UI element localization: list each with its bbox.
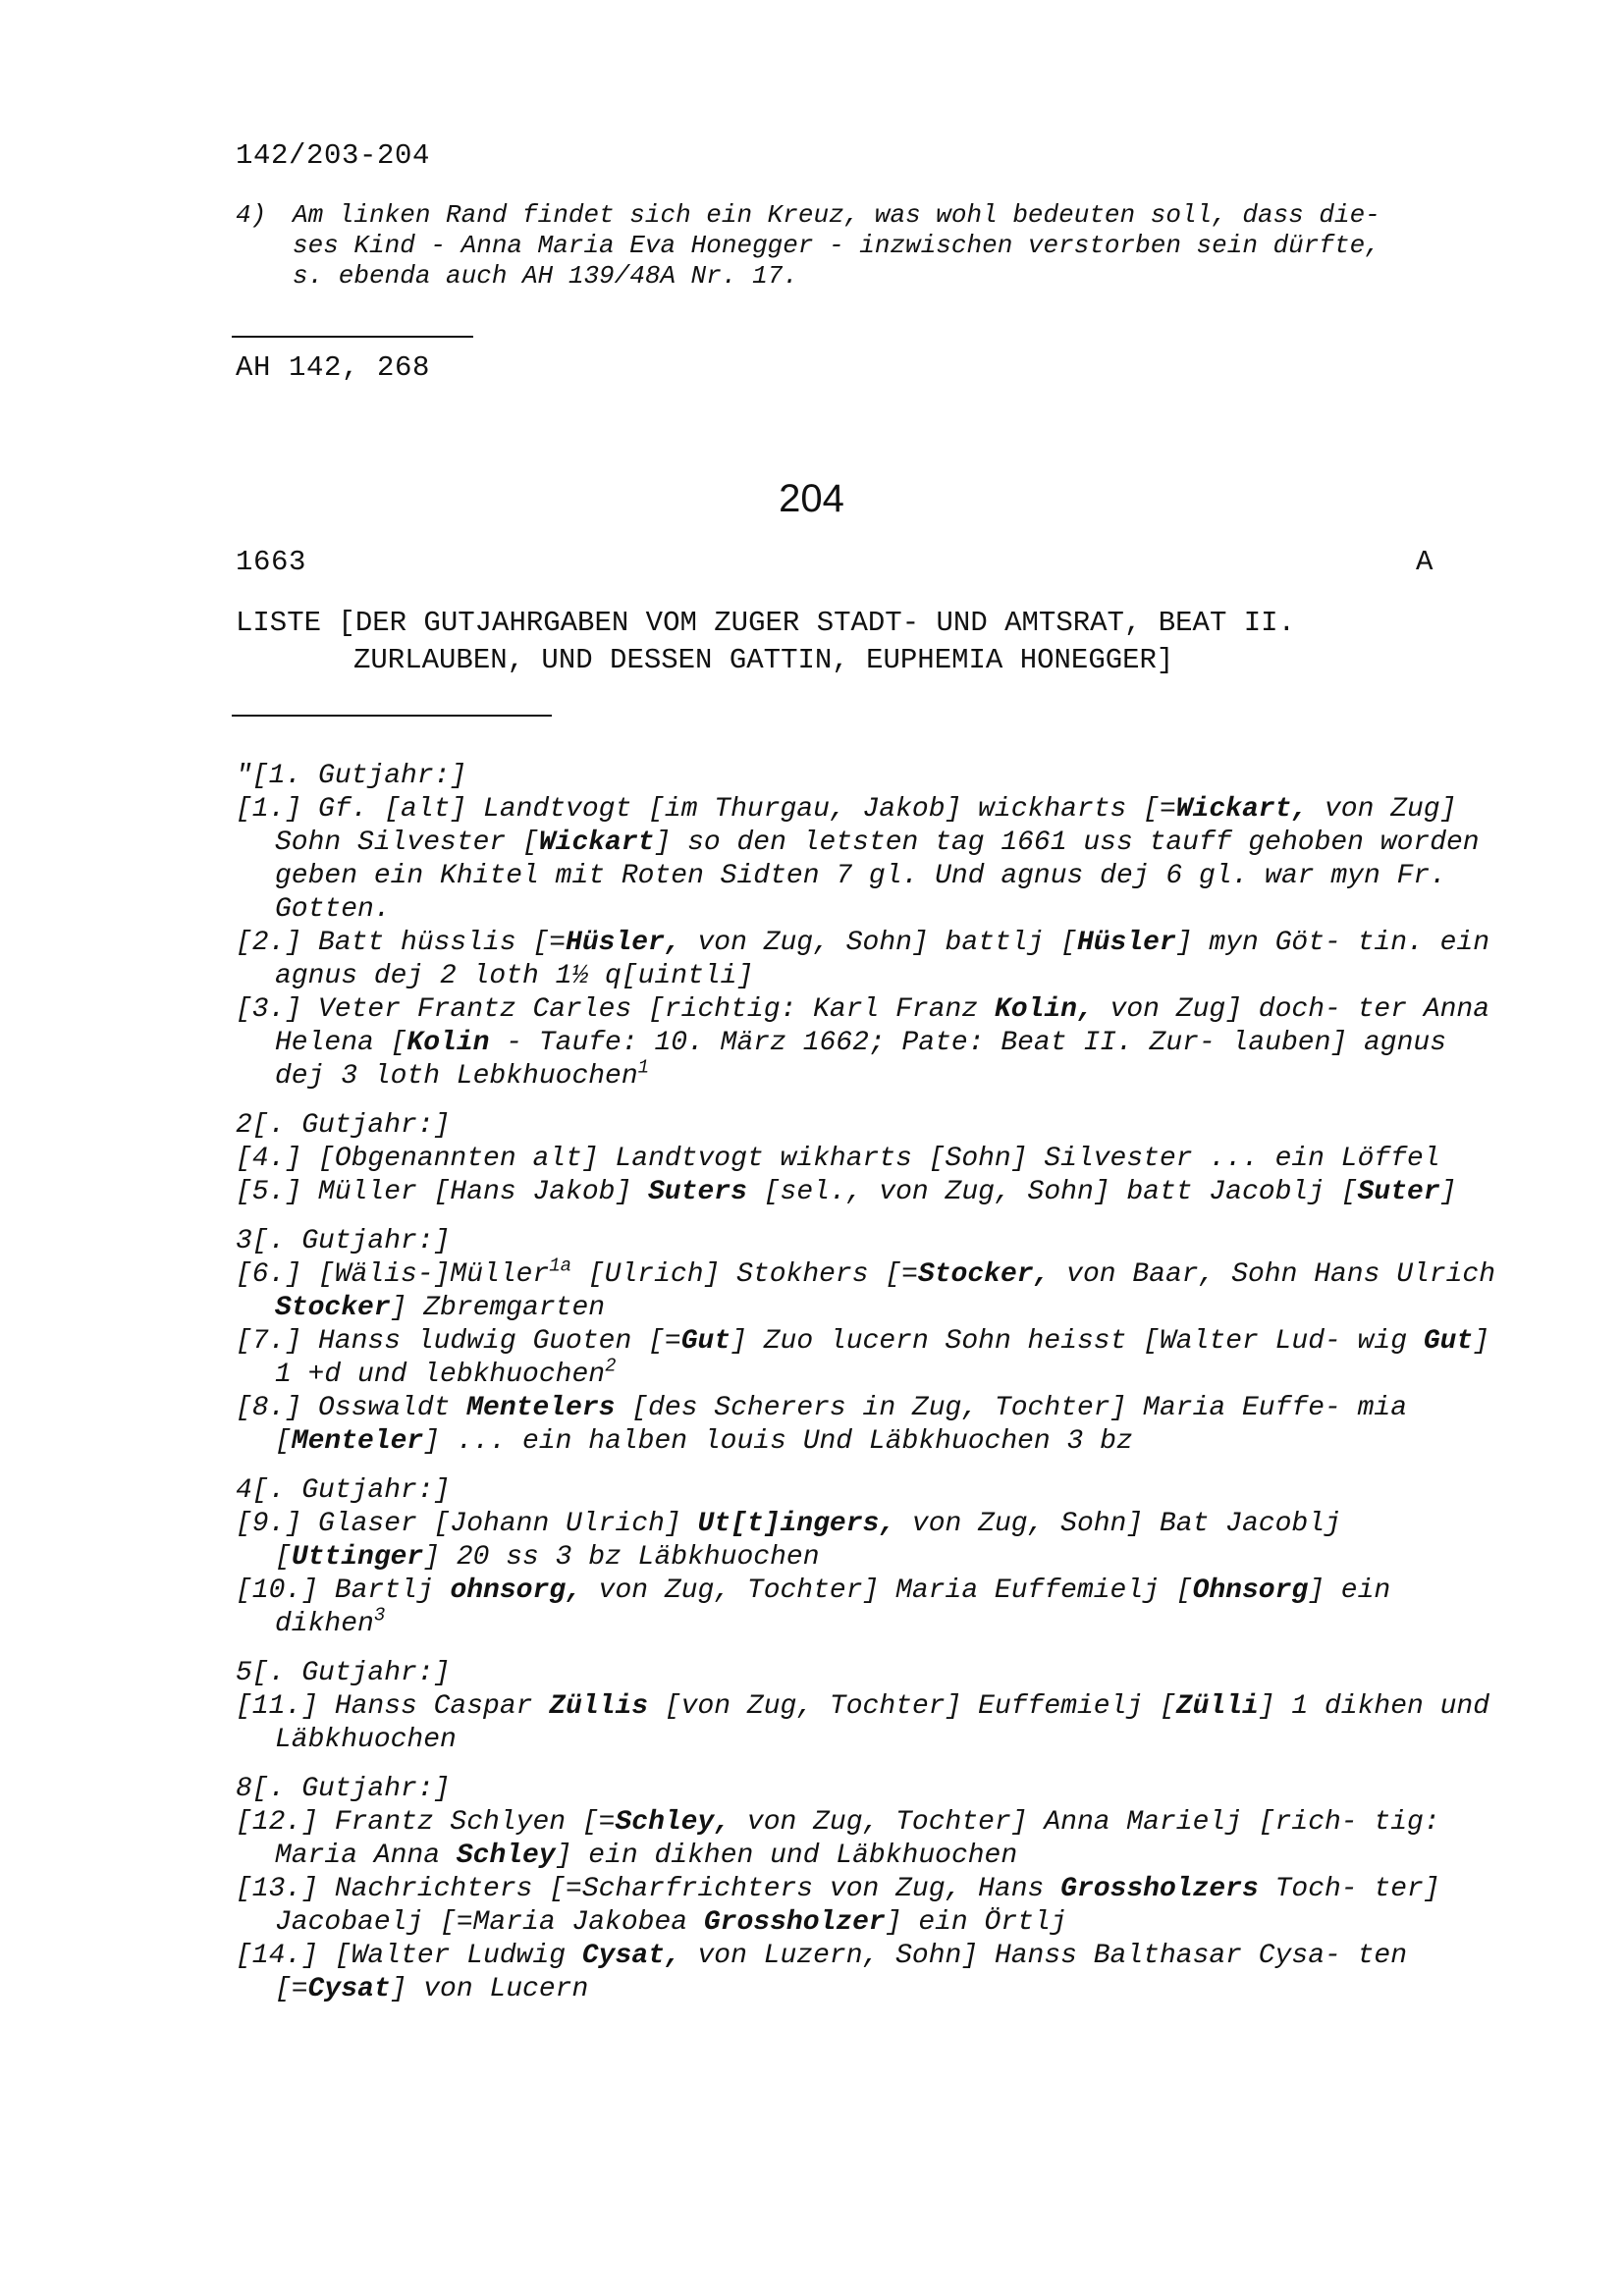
- section-heading: 2[. Gutjahr:]: [236, 1110, 451, 1141]
- footnote: [236, 200, 1483, 292]
- entry: [4.] [Obgenannten alt] Landtvogt wikharts [Sohn] Silvester ... ein Löffel: [236, 1144, 1440, 1174]
- entry: [2.] Batt hüsslis [=Hüsler, von Zug, Sohn] battlj [Hüsler] myn Göt- tin. ein agnus dej 2 loth 1½ q[uintli]: [236, 928, 1490, 991]
- footnote-line: ses Kind - Anna Maria Eva Honegger - inzwischen verstorben sein dürfte,: [293, 231, 1380, 260]
- gutjahr-section: [236, 760, 1512, 1094]
- transcription-body: [236, 760, 1512, 2022]
- section-heading: 5[. Gutjahr:]: [236, 1658, 451, 1688]
- gutjahr-section: [236, 1225, 1512, 1459]
- entry: [5.] Müller [Hans Jakob] Suters [sel., von Zug, Sohn] batt Jacoblj [Suter]: [236, 1177, 1457, 1207]
- gutjahr-section: [236, 1109, 1512, 1209]
- footnote-divider: [232, 336, 473, 338]
- section-heading: 4[. Gutjahr:]: [236, 1475, 451, 1506]
- document-year: 1663: [236, 546, 307, 578]
- footnote-number: 4): [236, 200, 267, 230]
- header-reference: 142/203-204: [236, 139, 431, 172]
- section-heading: 3[. Gutjahr:]: [236, 1226, 451, 1256]
- entry: [7.] Hanss ludwig Guoten [=Gut] Zuo lucern Sohn heisst [Walter Lud- wig Gut] 1 +d und lebkhuochen$^2$: [236, 1326, 1490, 1390]
- section-heading: 8[. Gutjahr:]: [236, 1774, 451, 1804]
- document-title: [236, 605, 1512, 679]
- footnote-line: s. ebenda auch AH 139/48A Nr. 17.: [293, 261, 798, 291]
- document-letter: A: [1416, 546, 1434, 578]
- title-line: LISTE [DER GUTJAHRGABEN VOM ZUGER STADT- UND AMTSRAT, BEAT II.: [236, 607, 1295, 639]
- entry: [10.] Bartlj ohnsorg, von Zug, Tochter] Maria Euffemielj [Ohnsorg] ein dikhen$^3$: [236, 1575, 1391, 1639]
- entry: [8.] Osswaldt Mentelers [des Scherers in Zug, Tochter] Maria Euffe- mia [Menteler] ... ein halben louis Und Läbkhuochen 3 bz: [236, 1393, 1408, 1457]
- section-heading: "[1. Gutjahr:]: [236, 761, 467, 791]
- gutjahr-section: [236, 1773, 1512, 2006]
- entry: [14.] [Walter Ludwig Cysat, von Luzern, Sohn] Hanss Balthasar Cysa- ten [=Cysat] von Lucern: [236, 1941, 1408, 2004]
- source-reference: AH 142, 268: [236, 351, 431, 384]
- entry: [12.] Frantz Schlyen [=Schley, von Zug, Tochter] Anna Marielj [rich- tig: Maria Anna Schley] ein dikhen und Läbkhuochen: [236, 1807, 1440, 1871]
- footnote-line: Am linken Rand findet sich ein Kreuz, was wohl bedeuten soll, dass die-: [293, 200, 1380, 230]
- gutjahr-section: [236, 1474, 1512, 1641]
- gutjahr-section: [236, 1657, 1512, 1757]
- entry: [3.] Veter Frantz Carles [richtig: Karl Franz Kolin, von Zug] doch- ter Anna Helena [Kolin - Taufe: 10. März 1662; Pate: Beat II. Zur- lauben] agnus dej 3 loth Lebkhuochen$^1$: [236, 994, 1490, 1092]
- entry: [1.] Gf. [alt] Landtvogt [im Thurgau, Jakob] wickharts [=Wickart, von Zug] Sohn Silvester [Wickart] so den letsten tag 1661 uss tauff gehoben worden geben ein Khitel mit Roten Sidten 7 gl. Und agnus dej 6 gl. war myn Fr. Gotten.: [236, 794, 1480, 925]
- entry: [11.] Hanss Caspar Züllis [von Zug, Tochter] Euffemielj [Zülli] 1 dikhen und Läbkhuochen: [236, 1691, 1490, 1755]
- title-divider: [232, 715, 552, 717]
- entry: [9.] Glaser [Johann Ulrich] Ut[t]ingers, von Zug, Sohn] Bat Jacoblj [Uttinger] 20 ss 3 bz Läbkhuochen: [236, 1509, 1341, 1573]
- entry: [6.] [Wälis-]Müller$^{1a}$ [Ulrich] Stokhers [=Stocker, von Baar, Sohn Hans Ulrich Stocker] Zbremgarten: [236, 1255, 1496, 1323]
- document-number: 204: [779, 477, 844, 520]
- title-line: ZURLAUBEN, UND DESSEN GATTIN, EUPHEMIA HONEGGER]: [353, 644, 1174, 676]
- entry: [13.] Nachrichters [=Scharfrichters von Zug, Hans Grossholzers Toch- ter] Jacobaelj [=Maria Jakobea Grossholzer] ein Örtlj: [236, 1874, 1440, 1938]
